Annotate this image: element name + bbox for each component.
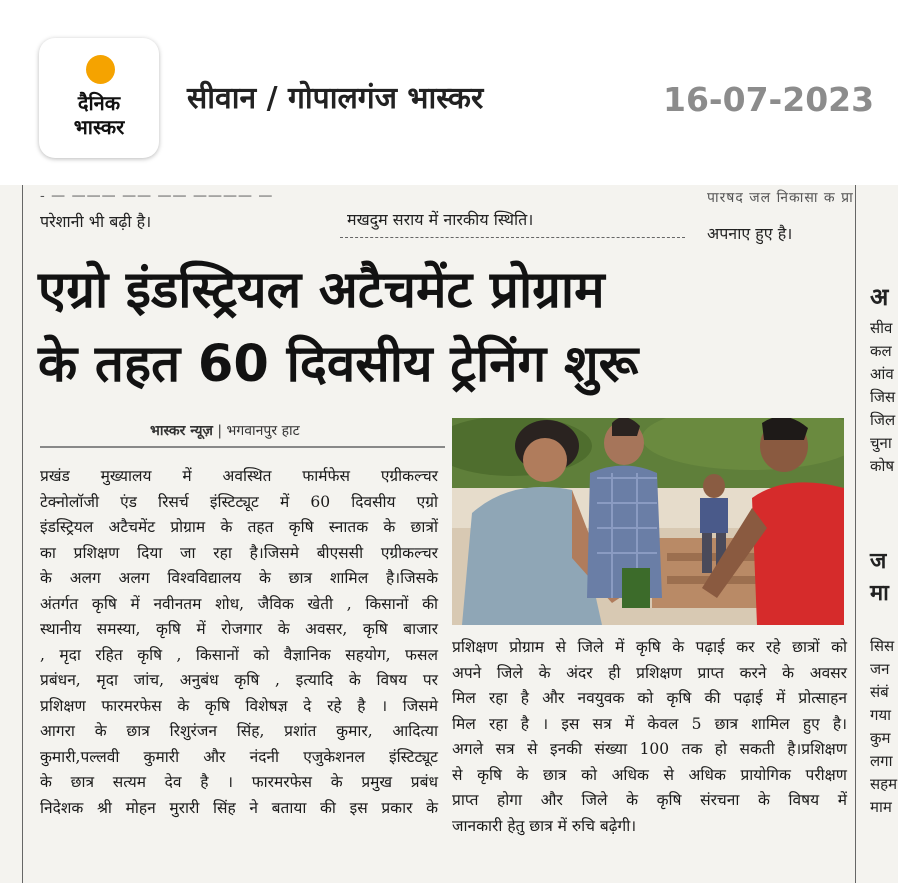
text-line: मिल रहा है और नवयुवक को कृषि की पढ़ाई में प्रोत्साहन [452, 689, 847, 707]
headline-line-1: एग्रो इंडस्ट्रियल अटैचमेंट प्रोग्राम [38, 261, 605, 320]
text-line: मिल रहा है । इस सत्र में केवल 5 छात्र शामिल हुए है। [452, 714, 847, 733]
newspaper-clipping [0, 185, 898, 883]
byline-place: भगवानपुर हाट [226, 423, 300, 439]
side-line: कल [870, 342, 892, 360]
cut-text-fragment: - — ——— —— —— ———— — [40, 188, 274, 204]
article-photo [452, 418, 844, 625]
article-column-2 [452, 635, 847, 839]
byline: भास्कर न्यूज़ | भगवानपुर हाट [150, 423, 300, 439]
text-line: प्रबंधन, मृदा जांच, अनुबंध कृषि , इत्यादि के विषय पर [40, 671, 438, 689]
snippet-right: अपनाए हुए है। [707, 224, 793, 243]
side-line: जिस [870, 388, 896, 406]
text-line: के छात्र सत्यम देव है । फारमरफेस के प्रमुख प्रबंध [40, 773, 438, 791]
text-line: कुमारी,पल्लवी कुमारी और नंदनी एजुकेशनल इंस्टिट्यूट [40, 747, 438, 766]
text-line: से कृषि के छात्र को अधिक से अधिक प्रायोगिक परीक्षण [452, 765, 847, 784]
edition-date: 16-07-2023 [663, 80, 875, 119]
side-line: माम [870, 798, 892, 816]
text-line: अंतर्गत कृषि में नवीनतम शोध, जैविक खेती , किसानों की [40, 594, 438, 613]
training-photo [452, 418, 844, 625]
side-column-1 [870, 317, 895, 478]
side-line: जन [870, 660, 890, 678]
side-line: कोष [870, 457, 895, 475]
side-heading-2 [870, 545, 889, 609]
app-header [0, 0, 898, 178]
text-line: टेक्नोलॉजी एंड रिसर्च इंस्टिट्यूट में 60 दिवसीय एग्रो [40, 492, 438, 511]
snippet-middle: मखदुम सराय में नारकीय स्थिति। [347, 210, 534, 229]
text-line: प्रशिक्षण फारमरफेस के कृषि विशेषज्ञ दे रहे है । जिसमे [40, 696, 438, 715]
text-line: के अलग अलग विश्वविद्यालय के छात्र शामिल है।जिसके [40, 569, 438, 587]
side-column-2 [870, 635, 897, 819]
article-column-1 [40, 464, 438, 821]
right-column-rule [855, 185, 856, 883]
side-line: लगा [870, 752, 893, 770]
side-heading-2-line: मा [870, 580, 889, 606]
headline-line-2: के तहत 60 दिवसीय ट्रेनिंग शुरू [38, 335, 639, 394]
dashed-rule [340, 237, 685, 238]
side-line: गया [870, 706, 892, 724]
side-line: चुना [870, 434, 892, 452]
left-column-rule [22, 185, 23, 883]
text-line: प्रखंड मुख्यालय में अवस्थित फार्मफेस एग्रीकल्चर [40, 467, 438, 485]
text-line: अगले सत्र से इनकी संख्या 100 तक हो सकती है।प्रशिक्षण [452, 740, 847, 758]
side-line: कुम [870, 729, 891, 747]
side-line: सहम [870, 775, 898, 793]
side-line: सिस [870, 637, 895, 655]
side-heading-2-line: ज [870, 548, 887, 574]
dainik-bhaskar-logo[interactable] [39, 38, 159, 158]
side-line: जिल [870, 411, 896, 429]
logo-text-bhaskar: भास्कर [73, 115, 125, 139]
snippet-right-cut: पारषद जल निकासा क प्रा [707, 190, 854, 206]
text-line: प्राप्त होगा और जिले के कृषि संरचना के विषय में [452, 791, 847, 809]
text-line: इंडस्ट्रियल अटैचमेंट प्रोग्राम के तहत कृषि स्नातक के छात्रों [40, 518, 438, 536]
snippet-left: परेशानी भी बढ़ी है। [40, 212, 152, 231]
side-line: सीव [870, 319, 893, 337]
text-line: प्रशिक्षण प्रोग्राम से जिले में कृषि के पढ़ाई कर रहे छात्रों को [452, 638, 847, 656]
logo-text-dainik: दैनिक [77, 91, 121, 115]
text-line: , मृदा रहित कृषि , किसानों को वैज्ञानिक सहयोग, फसल [40, 645, 438, 664]
sun-icon [86, 55, 115, 84]
text-line: आगरा के छात्र रिशुरंजन सिंह, प्रशांत कुमार, आदित्या [40, 722, 438, 740]
edition-title: सीवान / गोपालगंज भास्कर [187, 81, 484, 116]
side-line: आंव [870, 365, 894, 383]
text-line: स्थानीय समस्या, कृषि में रोजगार के अवसर, कृषि बाजार [40, 620, 438, 638]
byline-source: भास्कर न्यूज़ [150, 423, 213, 439]
text-line: का प्रशिक्षण दिया जा रहा है।जिसमे बीएससी एग्रीकल्चर [40, 543, 438, 562]
text-line: जानकारी हेतु छात्र में रुचि बढ़ेगी। [452, 816, 637, 835]
side-line: संबं [870, 683, 889, 701]
text-line: अपने जिले के अंदर ही प्रशिक्षण प्राप्त करने के अवसर [452, 663, 847, 682]
side-heading-1: अ [870, 282, 889, 311]
text-line: निदेशक श्री मोहन मुरारी सिंह ने बताया की इस प्रकार के [40, 798, 438, 817]
byline-rule [40, 446, 445, 448]
